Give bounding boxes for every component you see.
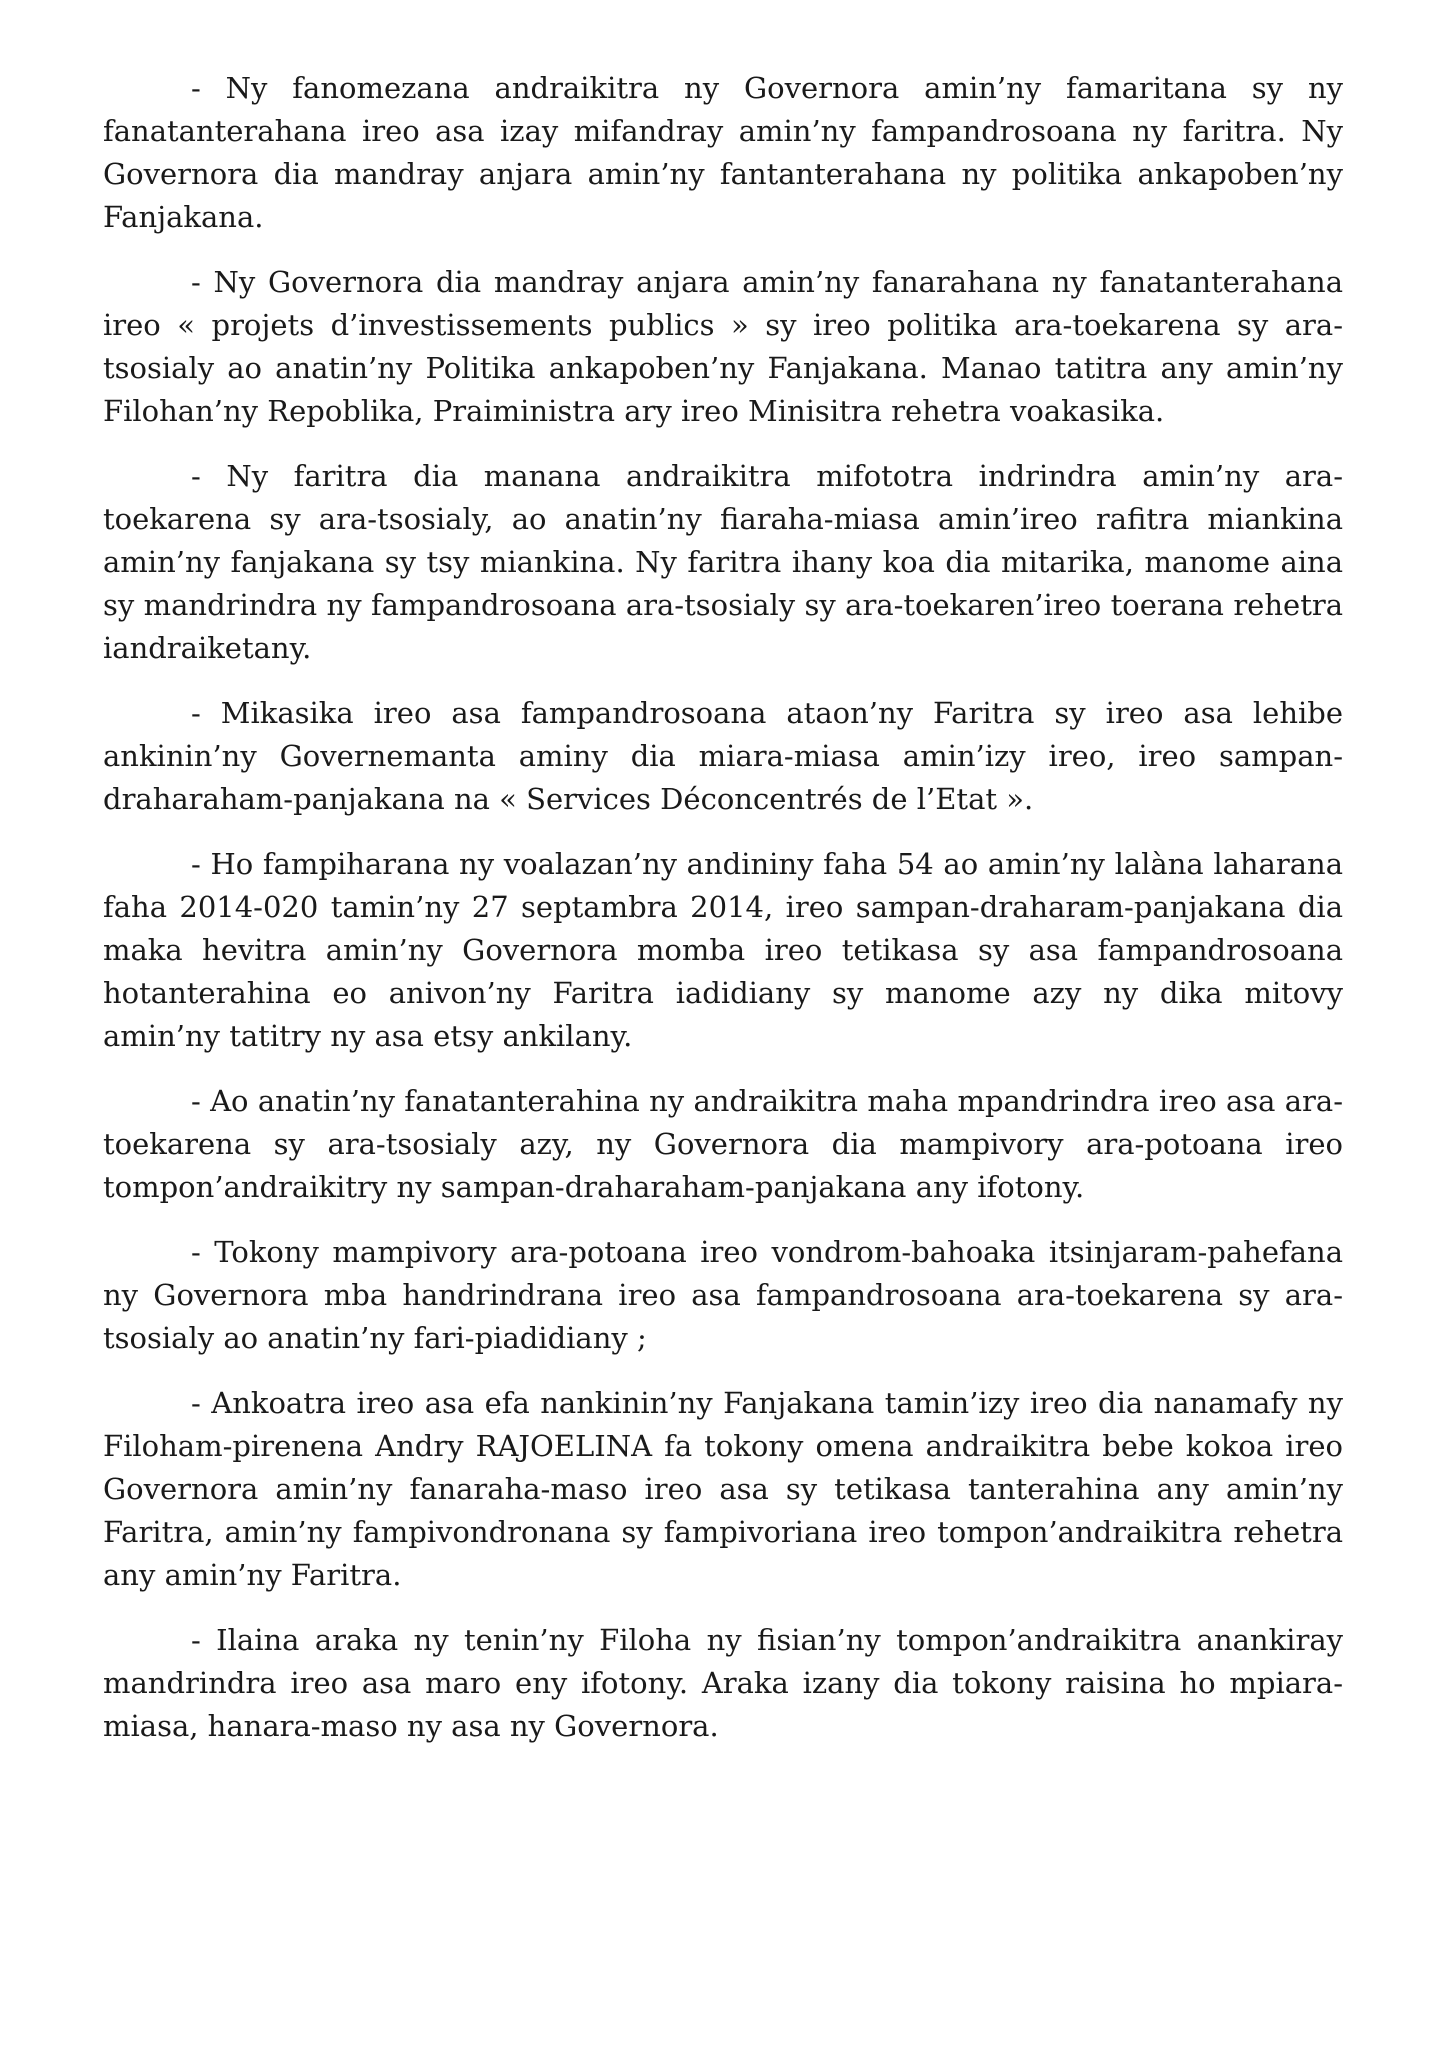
paragraph-coordination-meetings: - Ao anatin’ny fanatanterahina ny andraikitra maha mpandrindra ireo asa ara-toekarena sy ara-tsosialy azy, ny Governora dia mampivory ara-potoana ireo tompon’andraikitry ny sampan-draharaham-panjakana any ifotony. bbox=[103, 1084, 1343, 1204]
paragraph-president-directive: - Ankoatra ireo asa efa nankinin’ny Fanjakana tamin’izy ireo dia nanamafy ny Filoham-pirenena Andry RAJOELINA fa tokony omena andraikitra bebe kokoa ireo Governora amin’ny fanaraha-maso ireo asa sy tetikasa tanterahina any amin’ny Faritra, amin’ny fampivondronana sy fampivoriana ireo tompon’andraikitra rehetra any amin’ny Faritra. bbox=[103, 1386, 1343, 1592]
document-page bbox=[103, 67, 1343, 1770]
paragraph-governor-role-definition: - Ny fanomezana andraikitra ny Governora amin’ny famaritana sy ny fanatanterahana ireo asa izay mifandray amin’ny fampandrosoana ny faritra. Ny Governora dia mandray anjara amin’ny fantanterahana ny politika ankapoben’ny Fanjakana. bbox=[103, 71, 1343, 234]
paragraph-public-investment-monitoring: - Ny Governora dia mandray anjara amin’ny fanarahana ny fanatanterahana ireo « projets d’investissements publics » sy ireo politika ara-toekarena sy ara-tsosialy ao anatin’ny Politika ankapoben’ny Fanjakana. Manao tatitra any amin’ny Filohan’ny Repoblika, Praiministra ary ireo Minisitra rehetra voakasika. bbox=[103, 265, 1343, 428]
paragraph-deconcentrated-services: - Mikasika ireo asa fampandrosoana ataon’ny Faritra sy ireo asa lehibe ankinin’ny Governemanta aminy dia miara-miasa amin’izy ireo, ireo sampan-draharaham-panjakana na « Services Déconcentrés de l’Etat ». bbox=[103, 696, 1343, 816]
paragraph-local-coordinator: - Ilaina araka ny tenin’ny Filoha ny fisian’ny tompon’andraikitra anankiray mandrindra ireo asa maro eny ifotony. Araka izany dia tokony raisina ho mpiara-miasa, hanara-maso ny asa ny Governora. bbox=[103, 1623, 1343, 1743]
paragraph-law-article-54: - Ho fampiharana ny voalazan’ny andininy faha 54 ao amin’ny lalàna laharana faha 2014-020 tamin’ny 27 septambra 2014, ireo sampan-draharam-panjakana dia maka hevitra amin’ny Governora momba ireo tetikasa sy asa fampandrosoana hotanterahina eo anivon’ny Faritra iadidiany sy manome azy ny dika mitovy amin’ny tatitry ny asa etsy ankilany. bbox=[103, 847, 1343, 1053]
paragraph-region-economic-social-role: - Ny faritra dia manana andraikitra mifototra indrindra amin’ny ara-toekarena sy ara-tsosialy, ao anatin’ny fiaraha-miasa amin’ireo rafitra miankina amin’ny fanjakana sy tsy miankina. Ny faritra ihany koa dia mitarika, manome aina sy mandrindra ny fampandrosoana ara-tsosialy sy ara-toekaren’ireo toerana rehetra iandraiketany. bbox=[103, 459, 1343, 665]
paragraph-decentralized-communities: - Tokony mampivory ara-potoana ireo vondrom-bahoaka itsinjaram-pahefana ny Governora mba handrindrana ireo asa fampandrosoana ara-toekarena sy ara-tsosialy ao anatin’ny fari-piadidiany ; bbox=[103, 1235, 1343, 1355]
